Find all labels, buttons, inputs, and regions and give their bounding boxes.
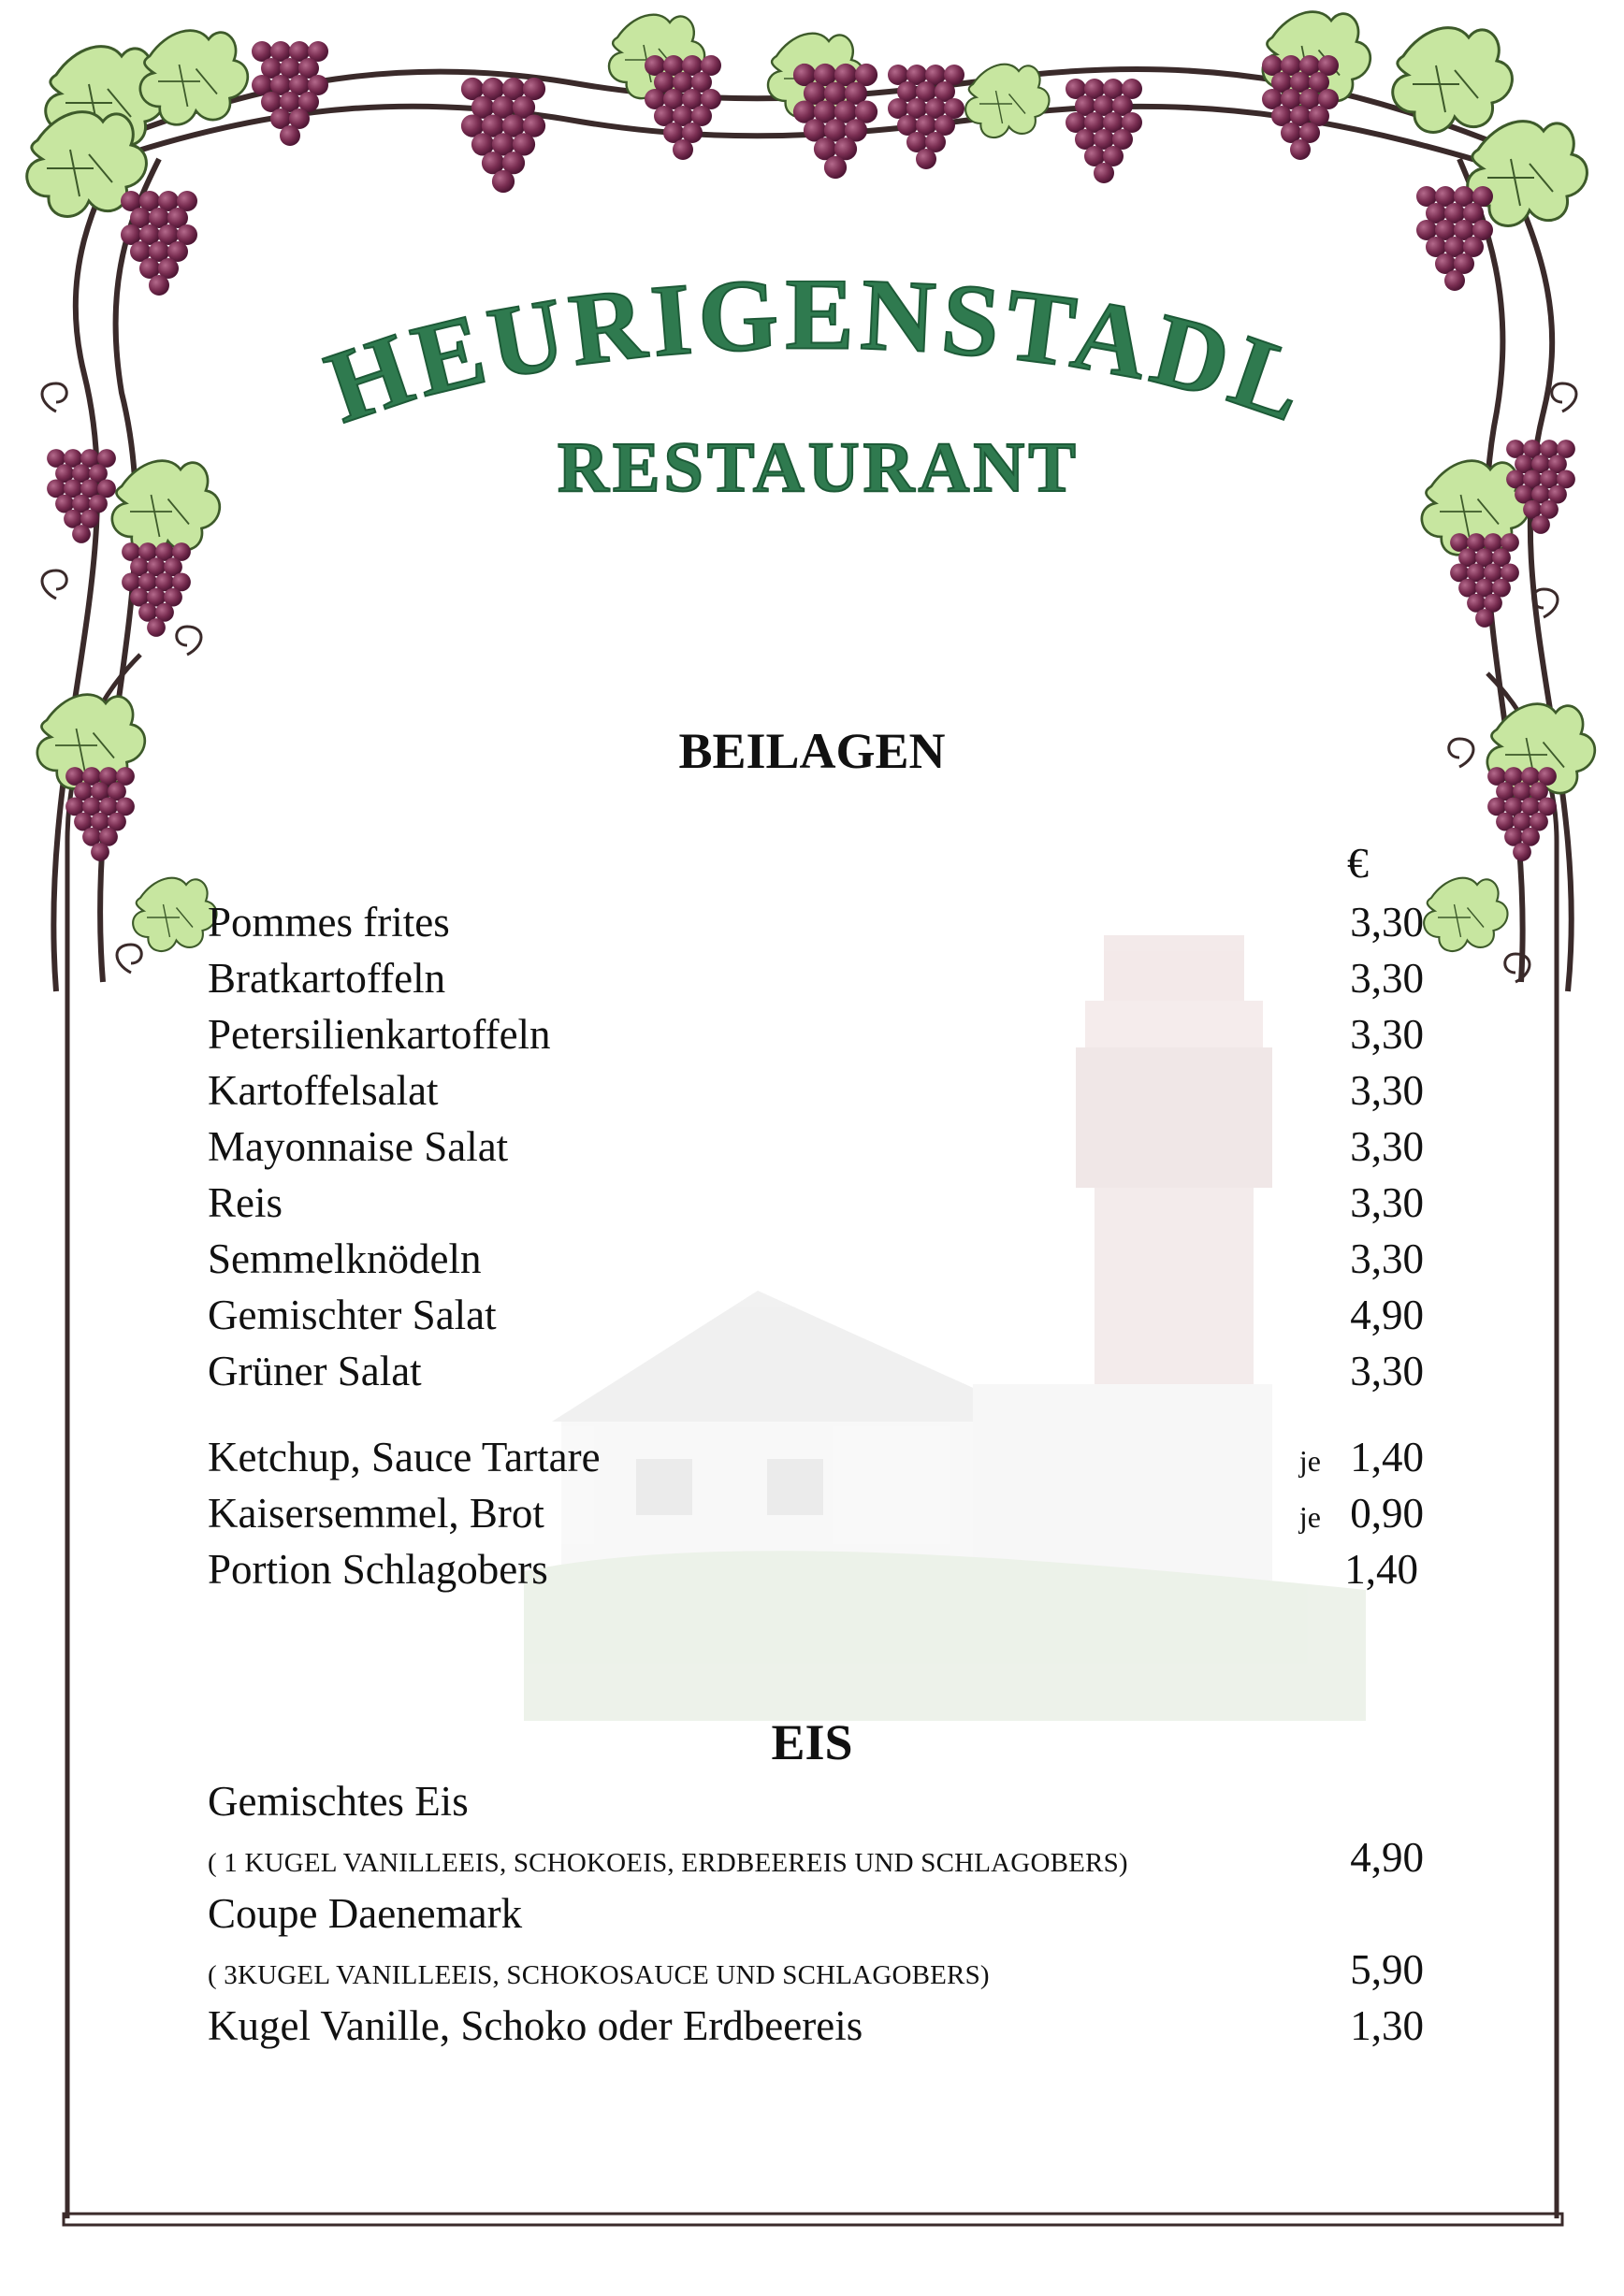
per-unit-label: je bbox=[1298, 1444, 1321, 1478]
item-name: Reis bbox=[208, 1179, 283, 1226]
item-price: 3,30 bbox=[1350, 1123, 1424, 1170]
item-name: Semmelknödeln bbox=[208, 1235, 482, 1282]
menu-item bbox=[208, 1062, 1424, 1119]
menu-item bbox=[208, 1175, 1424, 1231]
item-name: Kugel Vanille, Schoko oder Erdbeereis bbox=[208, 2002, 863, 2049]
item-name: Pommes frites bbox=[208, 899, 450, 946]
item-price: 5,90 bbox=[1350, 1946, 1424, 1993]
item-price: 1,40 bbox=[1350, 1434, 1424, 1480]
item-price: 3,30 bbox=[1350, 1067, 1424, 1114]
item-name: Ketchup, Sauce Tartare bbox=[208, 1434, 601, 1480]
menu-extra bbox=[208, 1485, 1424, 1541]
menu-item bbox=[208, 1119, 1424, 1175]
item-name: Mayonnaise Salat bbox=[208, 1123, 509, 1170]
restaurant-logo bbox=[281, 281, 1356, 505]
menu-item bbox=[208, 1287, 1424, 1343]
menu-item bbox=[208, 950, 1424, 1006]
item-price: 3,30 bbox=[1350, 899, 1424, 946]
menu-extra bbox=[208, 1429, 1424, 1485]
menu-item-note-row bbox=[208, 1942, 1424, 1998]
item-description: ( 3KUGEL VANILLEEIS, SCHOKOSAUCE UND SCHLAGOBERS) bbox=[208, 1960, 990, 1990]
currency-symbol: € bbox=[1347, 839, 1369, 887]
svg-text:HEURIGENSTADL bbox=[313, 281, 1325, 445]
item-price: 1,30 bbox=[1350, 2002, 1424, 2049]
menu-item-note-row bbox=[208, 1829, 1424, 1885]
item-price: 4,90 bbox=[1350, 1834, 1424, 1881]
logo-line1: HEURIGENSTADL bbox=[312, 281, 1325, 445]
item-price: 3,30 bbox=[1350, 955, 1424, 1002]
item-name: Portion Schlagobers bbox=[208, 1546, 548, 1593]
eis-title: EIS bbox=[771, 1714, 853, 1770]
per-unit-label: je bbox=[1298, 1500, 1321, 1534]
menu-item bbox=[208, 1006, 1424, 1062]
item-price: 3,30 bbox=[1350, 1179, 1424, 1226]
item-name: Kaisersemmel, Brot bbox=[208, 1490, 544, 1537]
item-name: Gemischter Salat bbox=[208, 1292, 497, 1338]
item-price: 3,30 bbox=[1350, 1011, 1424, 1058]
item-price: 4,90 bbox=[1350, 1292, 1424, 1338]
beilagen-title: BEILAGEN bbox=[678, 723, 946, 779]
menu-item bbox=[208, 894, 1424, 950]
item-name: Kartoffelsalat bbox=[208, 1067, 439, 1114]
logo-line2: RESTAURANT bbox=[557, 428, 1080, 505]
item-description: ( 1 KUGEL VANILLEEIS, SCHOKOEIS, ERDBEEREIS UND SCHLAGOBERS) bbox=[208, 1848, 1128, 1878]
item-name: Coupe Daenemark bbox=[208, 1890, 523, 1937]
menu-item bbox=[208, 1885, 1424, 1942]
item-name: Gemischtes Eis bbox=[208, 1778, 469, 1825]
menu-item bbox=[208, 1343, 1424, 1399]
vine-arches bbox=[53, 69, 1571, 991]
item-price: 3,30 bbox=[1350, 1235, 1424, 1282]
item-name: Bratkartoffeln bbox=[208, 955, 446, 1002]
item-name: Grüner Salat bbox=[208, 1348, 422, 1394]
menu-item bbox=[208, 1998, 1424, 2054]
item-price: 1,40 bbox=[1344, 1546, 1418, 1593]
menu-item bbox=[208, 1231, 1424, 1287]
item-price: 0,90 bbox=[1350, 1490, 1424, 1537]
menu-item bbox=[208, 1773, 1424, 1829]
item-price: 3,30 bbox=[1350, 1348, 1424, 1394]
menu-extra bbox=[208, 1541, 1424, 1597]
item-name: Petersilienkartoffeln bbox=[208, 1011, 551, 1058]
